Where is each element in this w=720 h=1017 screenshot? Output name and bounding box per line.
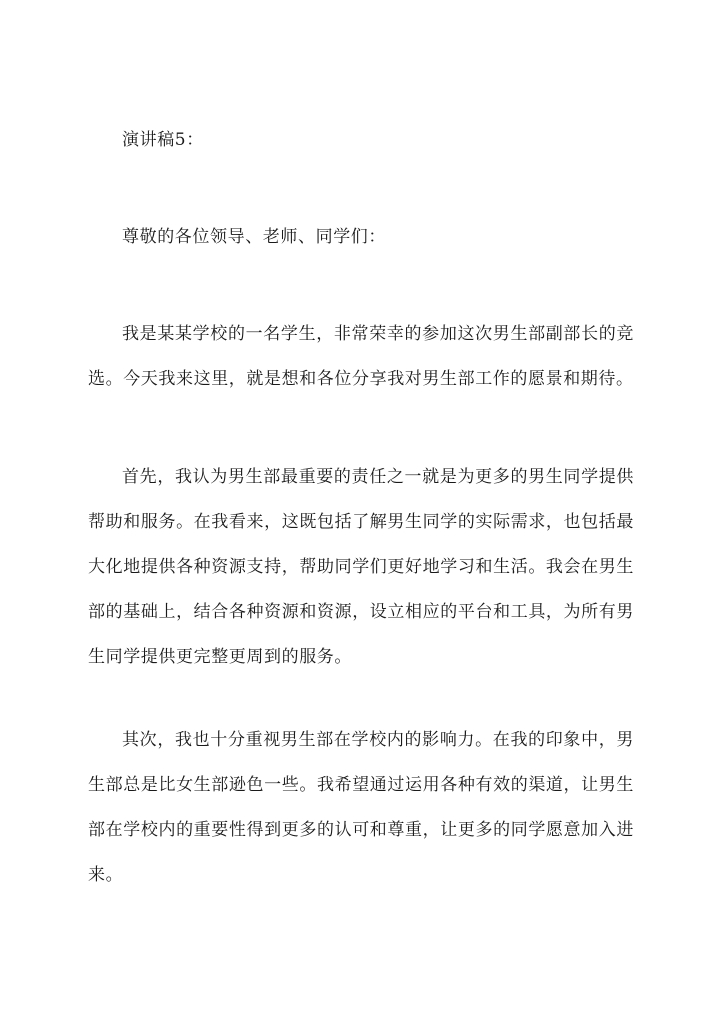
paragraph-intro: 我是某某学校的一名学生，非常荣幸的参加这次男生部副部长的竞选。今天我来这里，就是想和各位分享我对男生部工作的愿景和期待。 xyxy=(88,324,634,389)
paragraph-second-point: 其次，我也十分重视男生部在学校内的影响力。在我的印象中，男生部总是比女生部逊色一些。我希望通过运用各种有效的渠道，让男生部在学校内的重要性得到更多的认可和尊重，让更多的同学愿意加入进来。 xyxy=(88,730,634,885)
greeting-line: 尊敬的各位领导、老师、同学们： xyxy=(122,227,386,247)
speech-heading: 演讲稿5： xyxy=(122,130,204,150)
paragraph-first-point: 首先，我认为男生部最重要的责任之一就是为更多的男生同学提供帮助和服务。在我看来，这既包括了解男生同学的实际需求，也包括最大化地提供各种资源支持，帮助同学们更好地学习和生活。我会在男生部的基础上，结合各种资源和资源，设立相应的平台和工具，为所有男生同学提供更完整更周到的服务。 xyxy=(88,467,634,667)
